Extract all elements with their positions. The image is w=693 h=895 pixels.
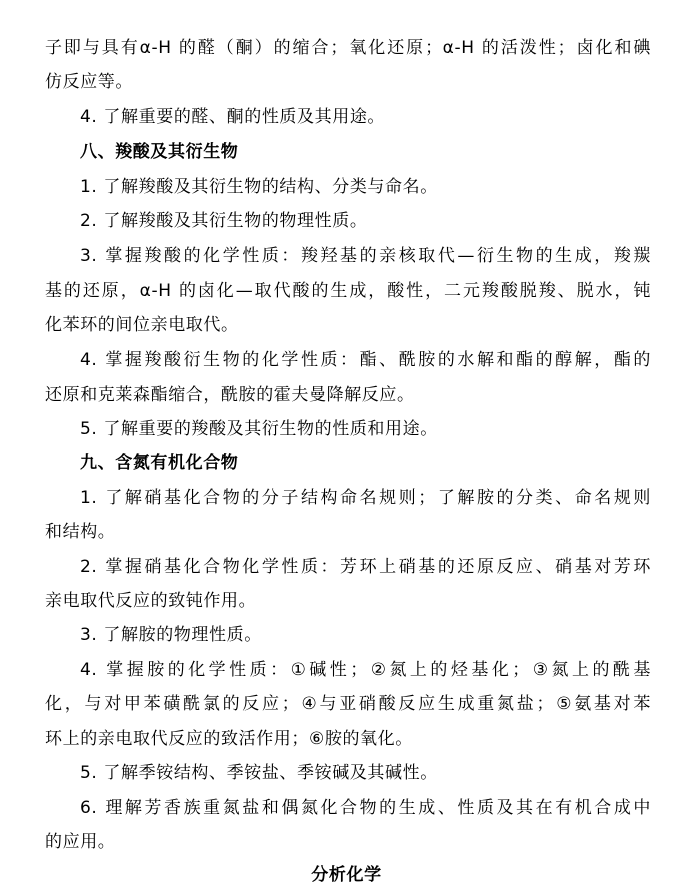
page-title: 分析化学 <box>311 865 382 885</box>
text-line: 基的还原，α-H 的卤化—取代酸的生成，酸性，二元羧酸脱羧、脱水，钝 <box>45 281 651 301</box>
list-item: 4. 掌握羧酸衍生物的化学性质：酯、酰胺的水解和酯的醇解，酯的 <box>80 350 651 370</box>
list-item: 6. 理解芳香族重氮盐和偶氮化合物的生成、性质及其在有机合成中 <box>80 798 651 818</box>
text-line: 化苯环的间位亲电取代。 <box>45 315 239 335</box>
text-line: 仿反应等。 <box>45 72 133 92</box>
text-line: 亲电取代反应的致钝作用。 <box>45 591 257 611</box>
section-heading: 九、含氮有机化合物 <box>80 453 239 473</box>
list-item: 4. 了解重要的醛、酮的性质及其用途。 <box>80 107 386 127</box>
list-item: 2. 了解羧酸及其衍生物的物理性质。 <box>80 211 368 231</box>
text-line: 子即与具有α-H 的醛（酮）的缩合；氧化还原；α-H 的活泼性；卤化和碘 <box>45 38 651 58</box>
list-item: 3. 了解胺的物理性质。 <box>80 625 262 645</box>
list-item: 5. 了解季铵结构、季铵盐、季铵碱及其碱性。 <box>80 763 438 783</box>
text-line: 化，与对甲苯磺酰氯的反应；④与亚硝酸反应生成重氮盐；⑤氨基对苯 <box>45 694 651 714</box>
list-item: 4. 掌握胺的化学性质：①碱性；②氮上的烃基化；③氮上的酰基 <box>80 660 651 680</box>
text-line: 的应用。 <box>45 832 116 852</box>
text-line: 和结构。 <box>45 522 116 542</box>
section-heading: 八、羧酸及其衍生物 <box>80 142 239 162</box>
text-line: 环上的亲电取代反应的致活作用；⑥胺的氧化。 <box>45 729 413 749</box>
text-line: 还原和克莱森酯缩合，酰胺的霍夫曼降解反应。 <box>45 385 415 405</box>
list-item: 2. 掌握硝基化合物化学性质：芳环上硝基的还原反应、硝基对芳环 <box>80 557 651 577</box>
list-item: 1. 了解羧酸及其衍生物的结构、分类与命名。 <box>80 177 438 197</box>
list-item: 5. 了解重要的羧酸及其衍生物的性质和用途。 <box>80 419 438 439</box>
list-item: 1. 了解硝基化合物的分子结构命名规则；了解胺的分类、命名规则 <box>80 488 651 508</box>
list-item: 3. 掌握羧酸的化学性质：羧羟基的亲核取代—衍生物的生成，羧羰 <box>80 246 651 266</box>
